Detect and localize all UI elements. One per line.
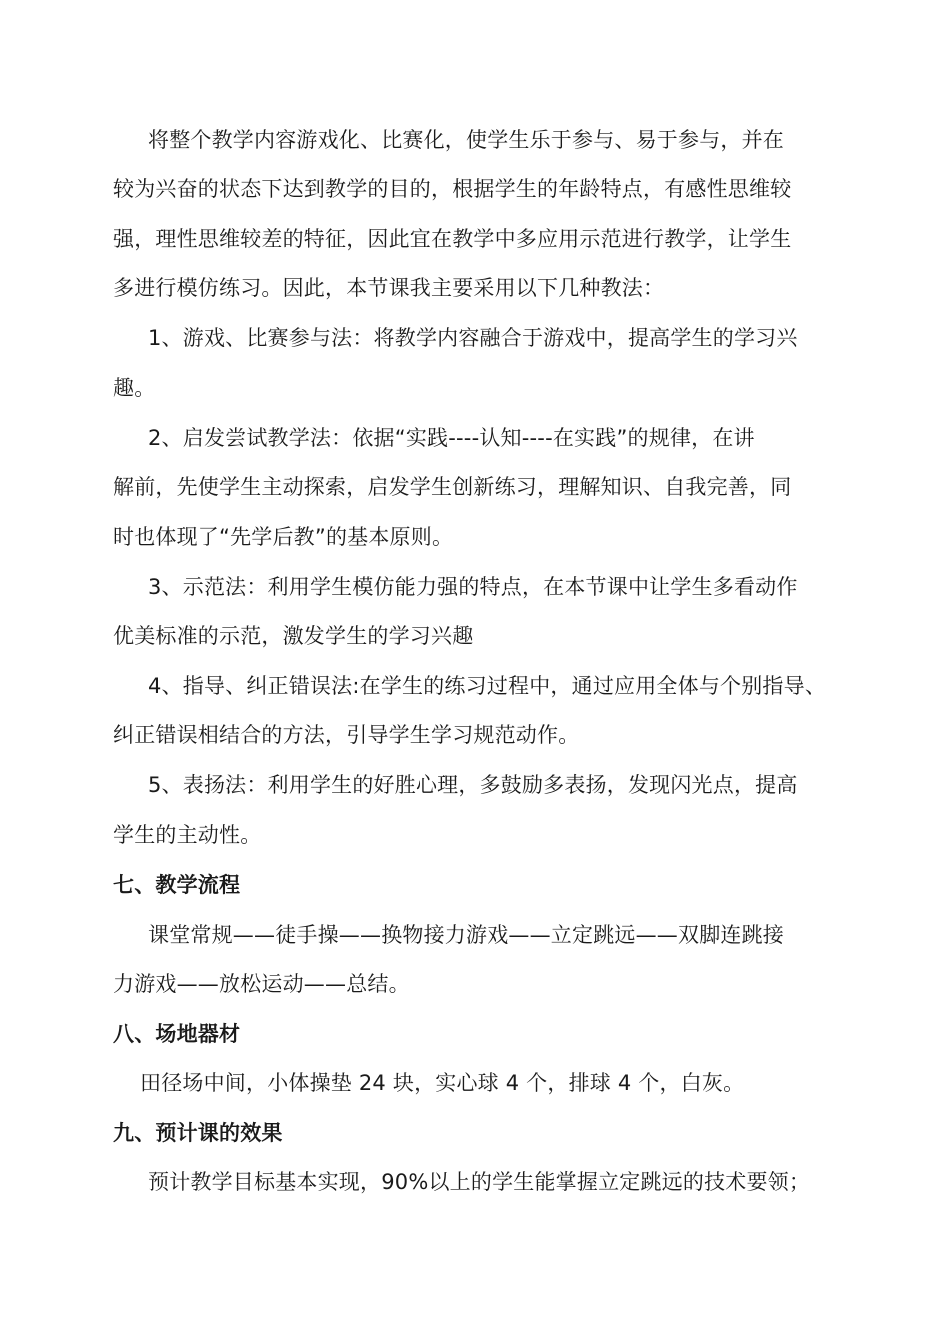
list-item-line: 纠正错误相结合的方法，引导学生学习规范动作。	[113, 723, 580, 747]
paragraph-line: 力游戏——放松运动——总结。	[113, 972, 410, 996]
list-item-line: 4、指导、纠正错误法:在学生的练习过程中，通过应用全体与个别指导、	[148, 674, 827, 698]
list-item-line: 优美标准的示范，激发学生的学习兴趣	[113, 624, 474, 648]
paragraph-line: 田径场中间，小体操垫 24 块，实心球 4 个，排球 4 个，白灰。	[140, 1071, 745, 1095]
list-item-line: 5、表扬法：利用学生的好胜心理，多鼓励多表扬，发现闪光点，提高	[148, 773, 798, 797]
paragraph-line: 预计教学目标基本实现，90%以上的学生能掌握立定跳远的技术要领；	[148, 1170, 811, 1194]
paragraph-line: 较为兴奋的状态下达到教学的目的，根据学生的年龄特点，有感性思维较	[113, 177, 792, 201]
section-heading: 九、预计课的效果	[113, 1121, 283, 1145]
paragraph-line: 多进行模仿练习。因此，本节课我主要采用以下几种教法：	[113, 276, 665, 300]
list-item-line: 学生的主动性。	[113, 823, 262, 847]
paragraph-line: 课堂常规——徒手操——换物接力游戏——立定跳远——双脚连跳接	[148, 923, 784, 947]
list-item-line: 1、游戏、比赛参与法：将教学内容融合于游戏中，提高学生的学习兴	[148, 326, 798, 350]
list-item-line: 时也体现了“先学后教”的基本原则。	[113, 525, 454, 549]
list-item-line: 趣。	[113, 376, 156, 400]
list-item-line: 3、示范法：利用学生模仿能力强的特点，在本节课中让学生多看动作	[148, 575, 798, 599]
section-heading: 八、场地器材	[113, 1022, 241, 1046]
paragraph-line: 强，理性思维较差的特征，因此宜在教学中多应用示范进行教学，让学生	[113, 227, 792, 251]
section-heading: 七、教学流程	[113, 873, 241, 897]
list-item-line: 解前，先使学生主动探索，启发学生创新练习，理解知识、自我完善，同	[113, 475, 792, 499]
paragraph-line: 将整个教学内容游戏化、比赛化，使学生乐于参与、易于参与，并在	[148, 128, 784, 152]
list-item-line: 2、启发尝试教学法：依据“实践----认知----在实践”的规律，在讲	[148, 426, 755, 450]
